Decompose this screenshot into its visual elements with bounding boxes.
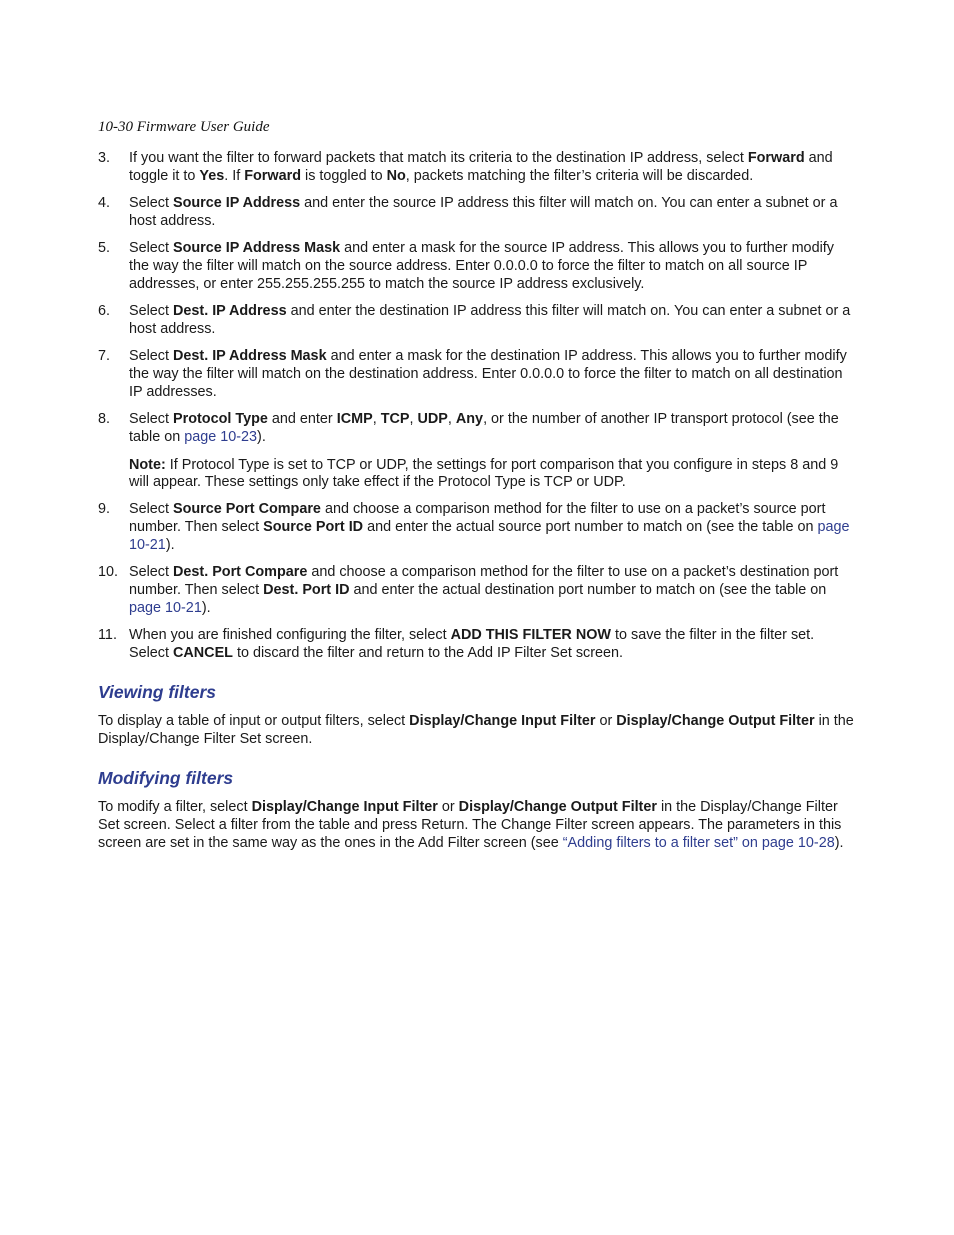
text-run: Select bbox=[129, 348, 173, 364]
step-text bbox=[129, 501, 850, 553]
section-heading: Modifying filters bbox=[98, 768, 234, 788]
text-run: Select bbox=[129, 195, 173, 211]
text-run: in the Display/Change Filter Set screen. Select a filter from the table and press Return. The Change Filter screen appears. The parameters in this screen are set in the same way as the ones in the Add Filter screen (see bbox=[98, 799, 842, 851]
bold-term: ICMP bbox=[336, 411, 373, 427]
step-text bbox=[129, 195, 837, 229]
step-text bbox=[129, 564, 838, 616]
text-run: or bbox=[437, 799, 459, 815]
section-paragraph bbox=[98, 798, 854, 852]
text-run: to discard the filter and return to the Add IP Filter Set screen. bbox=[232, 645, 624, 661]
bold-term: Note: bbox=[129, 457, 166, 473]
text-run: To display a table of input or output filters, select bbox=[98, 713, 410, 729]
text-run: Select bbox=[129, 501, 173, 517]
bold-term: Yes bbox=[199, 168, 225, 184]
bold-term: Display/Change Input Filter bbox=[409, 713, 596, 729]
text-run: and toggle it to bbox=[129, 150, 833, 184]
text-run: If Protocol Type is set to TCP or UDP, the settings for port comparison that you configure in steps 8 and 9 will appear. These settings only take effect if the Protocol Type is TCP or UDP. bbox=[129, 457, 839, 490]
step-item bbox=[98, 626, 854, 662]
text-run: and choose a comparison method for the filter to use on a packet’s destination port number. Then select bbox=[129, 564, 839, 598]
text-run: Select bbox=[129, 303, 173, 319]
text-run: and enter the actual source port number to match on (see the table on bbox=[363, 519, 818, 535]
bold-term: No bbox=[386, 168, 406, 184]
steps-list bbox=[98, 149, 854, 671]
step-item bbox=[98, 347, 854, 401]
text-run: , packets matching the filter’s criteria will be discarded. bbox=[405, 168, 754, 184]
text-run: and enter the actual destination port number to match on (see the table on bbox=[349, 582, 827, 598]
text-run: , bbox=[409, 411, 418, 427]
step-number: 9. bbox=[98, 501, 111, 517]
bold-term: Protocol Type bbox=[173, 411, 268, 427]
cross-reference-link[interactable]: page 10-21 bbox=[129, 519, 850, 553]
step-number: 11. bbox=[98, 627, 117, 643]
text-run: and enter a mask for the destination IP address. This allows you to further modify the way the filter will match on the destination address. Enter 0.0.0.0 to force the filter to match on all destination IP addresses. bbox=[129, 348, 847, 400]
text-run: and enter the source IP address this filter will match on. You can enter a subnet or a host address. bbox=[129, 195, 838, 229]
text-run: in the Display/Change Filter Set screen. bbox=[98, 713, 854, 747]
cross-reference-link[interactable]: page 10-23 bbox=[184, 429, 258, 445]
step-text bbox=[129, 240, 834, 292]
step-number: 5. bbox=[98, 240, 111, 256]
text-run: , bbox=[372, 411, 381, 427]
text-run: to save the filter in the filter set. Select bbox=[129, 627, 815, 661]
step-text bbox=[129, 411, 839, 445]
bold-term: Dest. Port Compare bbox=[173, 564, 308, 580]
section-paragraph bbox=[98, 712, 854, 748]
bold-term: TCP bbox=[380, 411, 410, 427]
step-item bbox=[98, 302, 854, 338]
bold-term: Forward bbox=[747, 150, 805, 166]
cross-reference-link[interactable]: page 10-21 bbox=[129, 600, 202, 616]
bold-term: Source Port Compare bbox=[173, 501, 321, 517]
bold-term: UDP bbox=[417, 411, 448, 427]
step-item bbox=[98, 194, 854, 230]
step-number: 4. bbox=[98, 195, 111, 211]
step-text bbox=[129, 303, 850, 337]
bold-term: Display/Change Output Filter bbox=[616, 713, 815, 729]
running-header: 10-30 Firmware User Guide bbox=[98, 119, 270, 135]
text-run: and enter bbox=[267, 411, 337, 427]
text-run: ). bbox=[834, 835, 844, 851]
step-number: 10. bbox=[98, 564, 119, 580]
text-run: If you want the filter to forward packets that match its criteria to the destination IP address, select bbox=[129, 150, 748, 166]
text-run: and enter a mask for the source IP address. This allows you to further modify the way the filter will match on the source address. Enter 0.0.0.0 to force the filter to match on all source IP addresses, or enter 255.255.255.255 to match the source IP address exclusively. bbox=[129, 240, 834, 292]
bold-term: Any bbox=[455, 411, 484, 427]
text-run: , or the number of another IP transport protocol (see the table on bbox=[129, 411, 839, 445]
step-item bbox=[98, 563, 854, 617]
step-item bbox=[98, 410, 854, 491]
bold-term: Source IP Address bbox=[173, 195, 301, 211]
bold-term: Dest. IP Address bbox=[173, 303, 287, 319]
modifying-filters-section bbox=[98, 768, 854, 852]
bold-term: CANCEL bbox=[173, 645, 233, 661]
bold-term: Display/Change Input Filter bbox=[251, 799, 438, 815]
text-run: , bbox=[447, 411, 456, 427]
text-run: and choose a comparison method for the filter to use on a packet’s source port number. Then select bbox=[129, 501, 826, 535]
text-run: is toggled to bbox=[301, 168, 387, 184]
step-text bbox=[129, 150, 833, 184]
text-run: or bbox=[595, 713, 617, 729]
text-run: To modify a filter, select bbox=[98, 799, 252, 815]
step-number: 7. bbox=[98, 348, 111, 364]
step-number: 6. bbox=[98, 303, 111, 319]
text-run: ). bbox=[201, 600, 211, 616]
bold-term: Display/Change Output Filter bbox=[458, 799, 657, 815]
step-item bbox=[98, 500, 854, 554]
viewing-filters-section bbox=[98, 682, 854, 748]
text-run: . If bbox=[224, 168, 245, 184]
bold-term: Source IP Address Mask bbox=[173, 240, 341, 256]
section-heading: Viewing filters bbox=[98, 682, 216, 702]
text-run: Select bbox=[129, 240, 173, 256]
step-number: 3. bbox=[98, 150, 111, 166]
step-item bbox=[98, 149, 854, 185]
protocol-note bbox=[129, 457, 854, 491]
step-text bbox=[129, 348, 847, 400]
bold-term: Forward bbox=[244, 168, 301, 184]
step-number: 8. bbox=[98, 411, 111, 427]
text-run: ). bbox=[257, 429, 266, 445]
bold-term: Dest. IP Address Mask bbox=[173, 348, 327, 364]
text-run: Select bbox=[129, 411, 173, 427]
text-run: When you are finished configuring the filter, select bbox=[129, 627, 451, 643]
bold-term: ADD THIS FILTER NOW bbox=[450, 627, 611, 643]
cross-reference-link[interactable]: “Adding filters to a filter set” on page 10-28 bbox=[562, 835, 835, 851]
step-text bbox=[129, 627, 814, 661]
text-run: ). bbox=[165, 537, 175, 553]
text-run: and enter the destination IP address this filter will match on. You can enter a subnet or a host address. bbox=[129, 303, 851, 337]
text-run: Select bbox=[129, 564, 173, 580]
bold-term: Dest. Port ID bbox=[263, 582, 350, 598]
step-item bbox=[98, 239, 854, 293]
bold-term: Source Port ID bbox=[263, 519, 364, 535]
